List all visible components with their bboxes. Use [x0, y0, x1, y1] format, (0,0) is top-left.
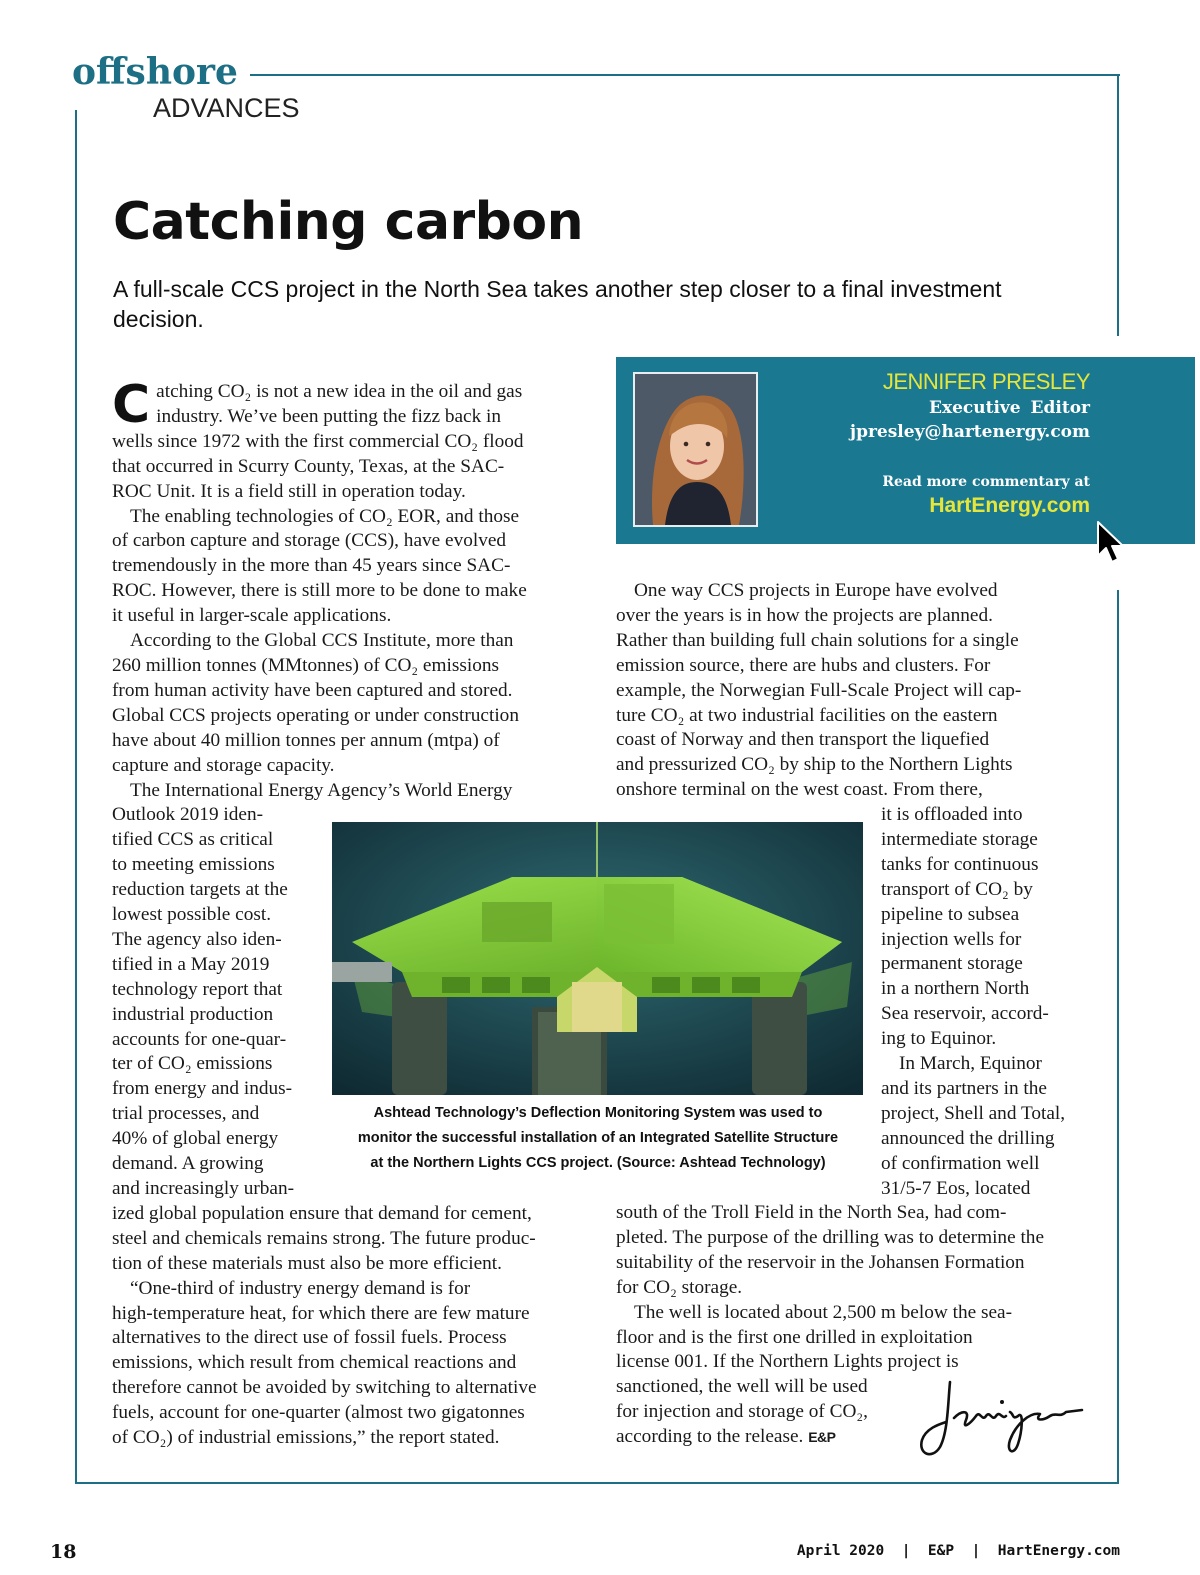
paragraph: C atching CO₂ is not a new idea in the oil and gas industry. We’ve been putting the fizz back in wells since 1972 with the first commercial CO₂ flood that occurred in Scurry County, Texas, at the SAC- ROC Unit. It is a field still in operation today.: [112, 375, 524, 502]
section-subtitle: ADVANCES: [153, 93, 300, 123]
mouse-pointer-icon: [1094, 518, 1126, 568]
author-title: Executive Editor: [929, 398, 1090, 418]
frame-right-rule: [1117, 590, 1119, 1484]
paragraph: The enabling technologies of CO₂ EOR, and those of carbon capture and storage (CCS), have evolved tremendously in the more than 45 years since SAC- ROC. However, there is still more to be done to make it useful in larger-scale applications.: [112, 505, 527, 627]
frame-right-rule: [1117, 74, 1119, 336]
author-name: JENNIFER PRESLEY: [882, 369, 1090, 394]
article-photo: [332, 822, 863, 1095]
frame-left-rule: [75, 110, 77, 1484]
frame-top-rule: [250, 74, 1120, 76]
signature: [910, 1372, 1090, 1462]
drop-cap: C: [112, 375, 151, 435]
author-headshot: [633, 372, 758, 527]
subsea-structure-illustration: [332, 822, 863, 1095]
paragraph: “One-third of industry energy demand is for high-temperature heat, for which there are few mature alternatives to the direct use of fossil fuels. Process emissions, which result from chemical reactions and therefore cannot be avoided by switching to alternative fuels, account for one-quarter (almost two gigatonnes of CO₂) of industrial emissions,” the report stated.: [112, 1277, 537, 1449]
photo-caption: Ashtead Technology’s Deflection Monitoring System was used to monitor the successful installation of an Integrated Satellite Structure at the Northern Lights CCS project. (Source: Ashtead Technology): [357, 1105, 839, 1171]
footer: April 2020 | E&P | HartEnergy.com: [796, 1543, 1120, 1559]
page-number: 18: [50, 1541, 77, 1563]
paragraph: The International Energy Agency’s World Energy Outlook 2019 iden- tified CCS as critical to meeting emissions reduction targets at the lowest possible cost. The agency also iden- tified in a May 2019 technology report that industrial production accounts for one-quar- ter of CO₂ emissions from energy and indus- trial processes, and 40% of global energy demand. A growing and increasingly urban- ized global population ensure that demand for cement, steel and chemicals remains strong. The future produc- tion of these materials must also be more efficient.: [112, 779, 536, 1274]
right-column-top: One way CCS projects in Europe have evolved over the years is in how the projects are planned. Rather than building full chain solutions for a single emission source, there are hubs and clusters. For example, the Norwegian Full-Scale Project will cap- ture CO₂ at two industrial facilities on the eastern coast of Norway and then transport the liquefied and pressurized CO₂ by ship to the Northern Lights onshore terminal on the west coast. From there,: [616, 580, 1022, 801]
author-portrait-icon: [635, 374, 756, 525]
hartenergy-link[interactable]: HartEnergy.com: [929, 494, 1090, 517]
frame-bottom-rule: [75, 1482, 1119, 1484]
paragraph: According to the Global CCS Institute, more than 260 million tonnes (MMtonnes) of CO₂ emissions from human activity have been captured and stored. Global CCS projects operating or under construction have about 40 million tonnes per annum (mtpa) of capture and storage capacity.: [112, 630, 519, 776]
section-title: offshore: [72, 48, 248, 96]
footer-site-link[interactable]: HartEnergy.com: [997, 1543, 1120, 1559]
author-email-link[interactable]: jpresley@hartenergy.com: [849, 422, 1090, 442]
read-more-label: Read more commentary at: [882, 474, 1090, 490]
end-mark: E&P: [808, 1429, 836, 1446]
right-column-narrow: it is offloaded into intermediate storage tanks for continuous transport of CO₂ by pipeline to subsea injection wells for permanent storage in a northern North Sea reservoir, accord- ing to Equinor. In March, Equinor and its partners in the project, Shell and Total, announced the drilling of confirmation well 31/5-7 Eos, located: [881, 804, 1066, 1199]
right-column-bottom: south of the Troll Field in the North Sea, had com- pleted. The purpose of the drilling was to determine the suitability of the reservoir in the Johansen Formation for CO₂ storage. The well is located about 2,500 m below the sea- floor and is the first one drilled in exploitation license 001. If the Northern Lights project is sanctioned, the well will be used for injection and storage of CO₂, according to the release. E&P: [616, 1202, 1045, 1448]
deck: A full-scale CCS project in the North Sea takes another step closer to a final investment decision.: [113, 276, 1002, 332]
headline: Catching carbon: [113, 192, 584, 252]
